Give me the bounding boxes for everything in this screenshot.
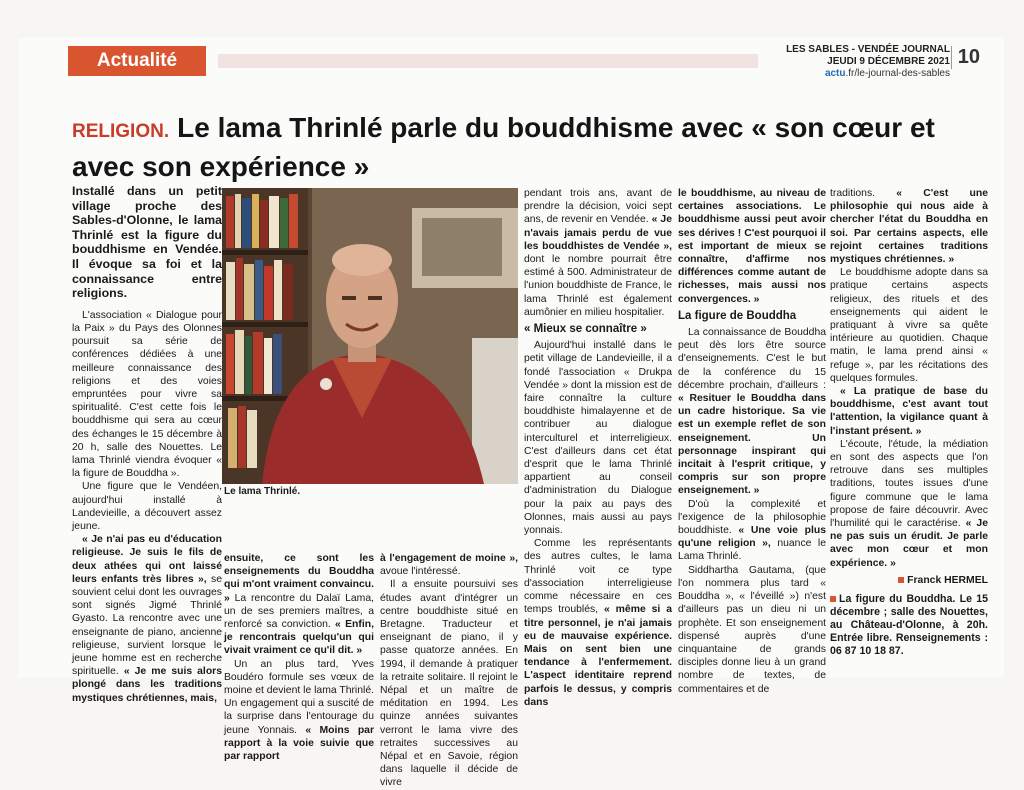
subheading: La figure de Bouddha (678, 309, 797, 322)
paragraph: Siddhartha Gautama, (que l'on nommera plus tard « Bouddha », « l'éveillé ») n'est d'ailleurs pas un dieu ni un prophète. Et son enseignement dispensé auprès d'une cinquantaine de grands disciples donne lieu à un grand nombre de textes, de commentaires et de (678, 564, 826, 695)
square-bullet-icon (830, 596, 836, 602)
quote: « Moins par rapport à la voie suivie que par rapport (224, 724, 374, 763)
header-band (218, 54, 758, 68)
photo-illustration (222, 188, 518, 484)
paragraph: Le bouddhisme adopte dans sa pratique certains aspects religieux, des rituels et des enseignements qui aident le pratiquant à vivre sa quête intérieure au quotidien. Chaque matin, le lama prend ainsi « refuge », par les récitations des quelques formules. (830, 267, 988, 384)
paragraph (830, 187, 988, 266)
paragraph (380, 552, 518, 578)
quote: « Je ne pas suis un érudit. Je parle avec mon cœur et mon expérience. » (830, 518, 988, 569)
paragraph (524, 537, 672, 709)
paragraph: Une figure que le Vendéen, aujourd'hui installé à Landevieille, a découvert assez jeune. (72, 481, 222, 532)
paragraph (678, 498, 826, 564)
paragraph: Il a ensuite poursuivi ses études avant d'intégrer un centre bouddhiste situé en Bretagne. Traducteur et enseignant de piano, il y passe quatorze années. En 1994, il demande à pratiquer la retraite solitaire. Il rejoint le Népal et un maître de méditation en 1994. Les quinze années suivantes verront le lama vivre des retraites successives au Népal et en Savoie, région dans laquelle il décide de vivre (380, 579, 518, 789)
paragraph: Aujourd'hui installé dans le petit village de Landevieille, il a fondé l'association « Drukpa Vendée » dont la mission est de faire connaître la culture bouddhiste himalayenne et de contribuer au dialogue interculturel et interreligieux. C'est d'ailleurs dans cet état d'esprit que le lama Thrinlé appartient au conseil d'administration du Dialogue pour la paix au pays des Olonnes, mais aussi au pays yonnais. (524, 340, 672, 537)
section-badge: Actualité (68, 46, 206, 76)
paragraph-text: L'écoute, l'étude, la médiation en sont des aspects que l'on retrouve dans ses multiples traditions, toutes issues d'une figure commune que le lama propose de faire découvrir. Avec l'humilité qui le caractérise. (830, 438, 988, 530)
paragraph (678, 326, 826, 498)
paragraph-text: Un an plus tard, Yves Boudéro formule ses vœux de moine et devient le lama Thrinlé. Un engagement qui a suscité de la surprise dans l'entourage du jeune Yonnais. (224, 658, 374, 736)
issue-date: JEUDI 9 DÉCEMBRE 2021 (827, 56, 950, 67)
journal-name: LES SABLES - VENDÉE JOURNAL (786, 44, 950, 55)
square-bullet-icon (898, 577, 904, 583)
quote: « Enfin, je rencontrais quelqu'un qui vivait vraiment ce qu'il dit. » (224, 619, 374, 657)
paragraph-text: pendant trois ans, avant de prendre la décision, voici sept ans, de revenir en Vendée. (524, 188, 672, 226)
paragraph-text: Comme les représentants des autres cultes, le lama Thrinlé voit ce type d'association interreligieuse comme nécessaire en ces temps troublés, (524, 538, 672, 616)
paragraph-text: se souvient celui dont les ouvrages sont signés Jigmé Thrinlé Gyasto. La rencontre avec une enseignante de piano, ancienne religieuse, survient lorsque le jeune homme est en recherche spirituelle. (72, 573, 222, 678)
quote: « Je me suis alors plongé dans les traditions mystiques chrétiennes, mais, (72, 666, 222, 704)
paragraph-text: nuance le Lama Thrinlé. (678, 538, 826, 563)
paragraph-text: La rencontre du Dalaï Lama, un de ses premiers maîtres, a renforcé sa conviction. (224, 592, 374, 631)
paragraph-text: avoue l'intéressé. (380, 566, 461, 578)
quote: « Une voie plus qu'une religion », (678, 525, 826, 550)
quote: « La pratique de base du bouddhisme, c'est avant tout l'attention, la vigilance quant à l'instant présent. » (830, 386, 988, 437)
subheading: « Mieux se connaître » (524, 323, 647, 336)
headline-kicker: RELIGION. (72, 121, 170, 142)
paragraph (524, 187, 672, 319)
photo-caption: Le lama Thrinlé. (224, 486, 301, 497)
website-link[interactable] (786, 68, 950, 80)
paragraph-text: dont le nombre pourrait être estimé à 500. Administrateur de l'union bouddhiste de France, le lama Thrinlé est également aumônier en milieu hospitalier. (524, 254, 672, 318)
column-4 (524, 187, 672, 708)
column-3 (380, 552, 518, 789)
quote: « Je n'ai pas eu d'éducation religieuse. Je suis le fils de deux athées qui ont laissé leurs enfants très libres », (72, 534, 222, 585)
event-info-box (830, 593, 988, 658)
journal-info (786, 44, 950, 80)
column-5 (678, 187, 826, 695)
article-intro: Installé dans un petit village proche des Sables-d'Olonne, le lama Thrinlé est la figure du bouddhisme en Vendée. Il évoque sa foi et la connaissance entre religions. (72, 184, 222, 301)
paragraph (224, 552, 374, 658)
quote: « Je n'avais jamais perdu de vue les bouddhistes de Vendée », (524, 214, 672, 252)
paragraph (830, 438, 988, 570)
author-name: Franck HERMEL (907, 574, 988, 586)
event-info-text: La figure du Bouddha. Le 15 décembre ; salle des Nouettes, au Château-d'Olonne, à 20h. Entrée libre. Renseignements : 06 87 10 18 87. (830, 593, 988, 658)
site-rest: .fr/le-journal-des-sables (845, 68, 950, 79)
quote: « même si a titre personnel, je n'ai jamais eu de mauvaise expérience. Mais on sent bien une tendance à l'enfermement. L'aspect identitaire reprend parfois le dessus, y compris dans (524, 604, 672, 708)
quote: ensuite, ce sont les enseignements du Bouddha qui m'ont vraiment convaincu. » (224, 553, 374, 604)
quote: à l'engagement de moine », (380, 553, 518, 564)
paragraph: L'association « Dialogue pour la Paix » du Pays des Olonnes poursuit sa série de conférences dédiées à une meilleure connaissance des religions et des voies empruntées pour vivre sa spiritualité. C'est cette fois le bouddhisme qui sera au cœur des échanges le 15 décembre à 20 h, salle des Nouettes. Le lama Thrinlé viendra évoquer « la figure de Bouddha ». (72, 309, 222, 480)
page-number: 10 (951, 46, 980, 69)
paragraph-text: D'où la complexité et l'exigence de la philosophie bouddhiste. (678, 498, 826, 537)
author-signature (830, 574, 988, 587)
headline (72, 110, 972, 184)
paragraph (830, 385, 988, 438)
quote: le bouddhisme, au niveau de certaines associations. Le bouddhisme aussi peut avoir ses dérives ! C'est pourquoi il est important de mieux se connaître, d'affirme nos différences comme autant de richesses, mais aussi nos convergences. » (678, 188, 826, 305)
headline-text: Le lama Thrinlé parle du bouddhisme avec « son cœur et avec son expérience » (72, 112, 935, 182)
lama-photo (222, 188, 518, 484)
paragraph (72, 533, 222, 705)
newspaper-page (18, 38, 1004, 789)
column-6 (830, 187, 988, 670)
column-1 (72, 184, 222, 704)
quote: « C'est une philosophie qui nous aide à chercher l'état du Bouddha en soi. Par certains aspects, elle rejoint certaines traditions mystiques chrétiennes. » (830, 188, 988, 266)
quote: « Resituer le Bouddha dans un cadre historique. Sa vie est un exemple reflet de son enseignement. Un personnage inspirant qui incitait à l'esprit critique, y compris sur son propre enseignement. » (678, 393, 826, 497)
paragraph-text: traditions. (830, 188, 876, 199)
paragraph (224, 658, 374, 764)
paragraph-text: La connaissance de Bouddha peut dès lors être source d'enseignements. C'est le but de la conférence du 15 décembre prochain, d'ailleurs : (678, 327, 826, 391)
column-2 (224, 552, 374, 763)
site-prefix: actu (824, 68, 846, 79)
